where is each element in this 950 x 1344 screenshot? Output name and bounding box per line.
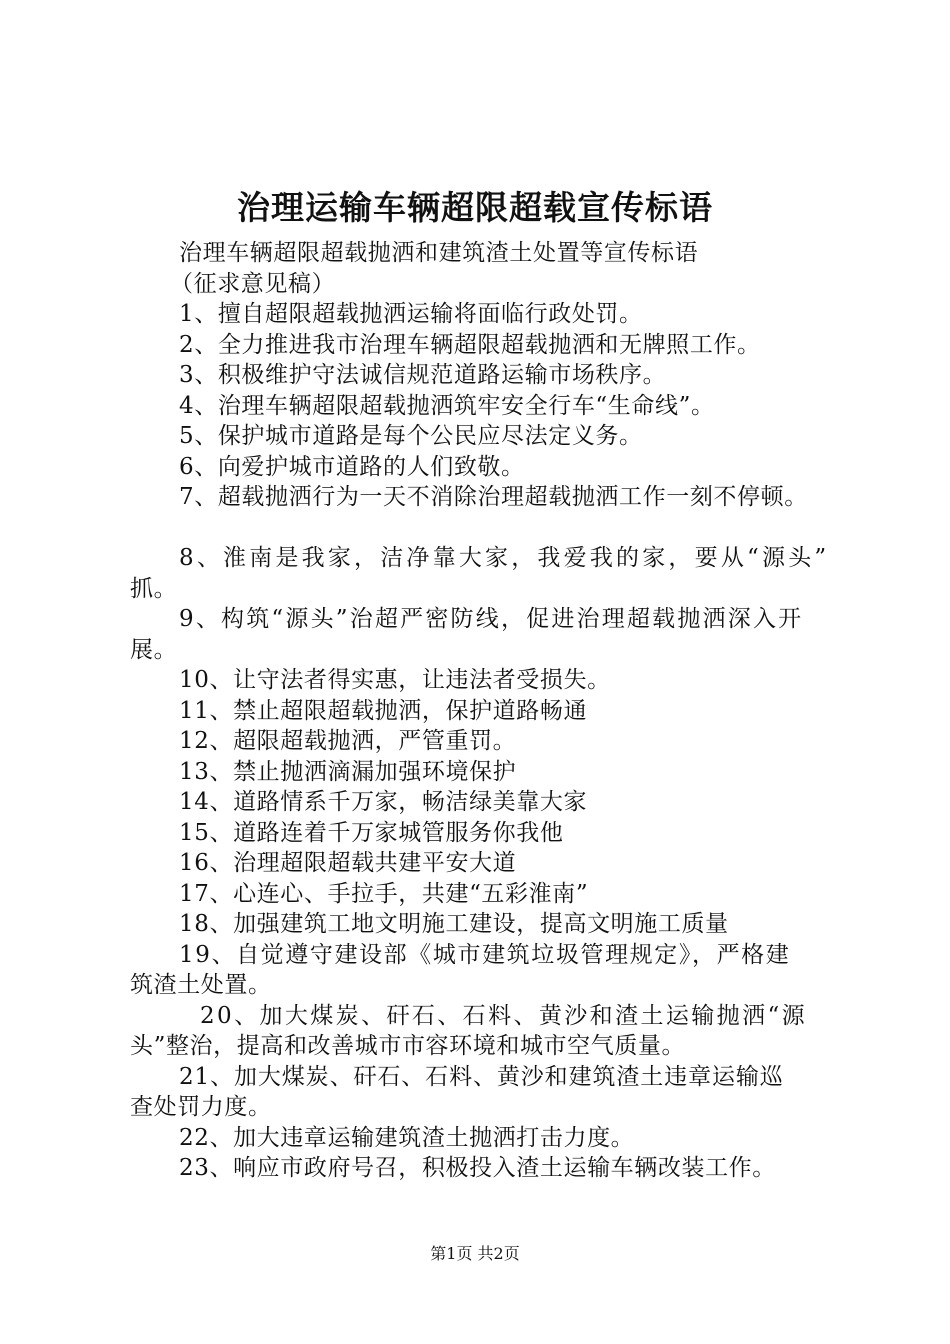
slogan-13: 13、禁止抛洒滴漏加强环境保护: [179, 758, 517, 785]
slogan-19-cont: 筑渣土处置。: [130, 972, 272, 998]
slogan-18: 18、加强建筑工地文明施工建设，提高文明施工质量: [179, 911, 729, 937]
page-footer: 第1页 共2页: [430, 1244, 520, 1263]
slogan-6: 6、向爱护城市道路的人们致敬。: [179, 453, 525, 480]
slogan-12: 12、超限超载抛洒，严管重罚。: [179, 728, 517, 754]
slogan-22: 22、加大违章运输建筑渣土抛洒打击力度。: [179, 1124, 635, 1151]
slogan-15: 15、道路连着千万家城管服务你我他: [179, 819, 564, 846]
slogan-20-cont: 头”整治，提高和改善城市市容环境和城市空气质量。: [130, 1033, 686, 1059]
slogan-5: 5、保护城市道路是每个公民应尽法定义务。: [179, 423, 643, 449]
slogan-21: 21、加大煤炭、矸石、石料、黄沙和建筑渣土违章运输巡: [179, 1063, 784, 1090]
slogan-8-cont: 抓。: [130, 575, 178, 602]
slogan-20: 20、加大煤炭、矸石、石料、黄沙和渣土运输抛洒“源: [200, 1002, 808, 1029]
slogan-3: 3、积极维护守法诚信规范道路运输市场秩序。: [179, 362, 667, 388]
slogan-21-cont: 查处罚力度。: [130, 1094, 272, 1120]
slogan-4: 4、治理车辆超限超载抛洒筑牢安全行车“生命线”。: [179, 392, 715, 419]
document-title: 治理运输车辆超限超载宣传标语: [237, 188, 713, 227]
slogan-10: 10、让守法者得实惠，让违法者受损失。: [179, 667, 611, 693]
slogan-2: 2、全力推进我市治理车辆超限超载抛洒和无牌照工作。: [179, 331, 761, 358]
slogan-1: 1、擅自超限超载抛洒运输将面临行政处罚。: [179, 301, 643, 327]
slogan-11: 11、禁止超限超载抛洒，保护道路畅通: [179, 697, 588, 724]
slogan-14: 14、道路情系千万家，畅洁绿美靠大家: [179, 789, 588, 815]
slogan-9-cont: 展。: [130, 636, 178, 663]
blank-line: [130, 513, 850, 544]
subtitle-line: 治理车辆超限超载抛洒和建筑渣土处置等宣传标语: [179, 240, 699, 266]
slogan-23: 23、响应市政府号召，积极投入渣土运输车辆改装工作。: [179, 1155, 776, 1181]
document-body: [130, 238, 850, 1184]
slogan-7: 7、超载抛洒行为一天不消除治理超载抛洒工作一刻不停顿。: [179, 484, 808, 510]
slogan-9: 9、构筑“源头”治超严密防线，促进治理超载抛洒深入开: [179, 606, 804, 632]
slogan-17: 17、心连心、手拉手，共建“五彩淮南”: [179, 880, 589, 907]
slogan-19: 19、自觉遵守建设部《城市建筑垃圾管理规定》，严格建: [179, 941, 791, 968]
slogan-8: 8、淮南是我家，洁净靠大家，我爱我的家，要从“源头”: [179, 545, 830, 571]
draft-note: （征求意见稿）: [170, 270, 336, 297]
slogan-16: 16、治理超限超载共建平安大道: [179, 850, 517, 876]
